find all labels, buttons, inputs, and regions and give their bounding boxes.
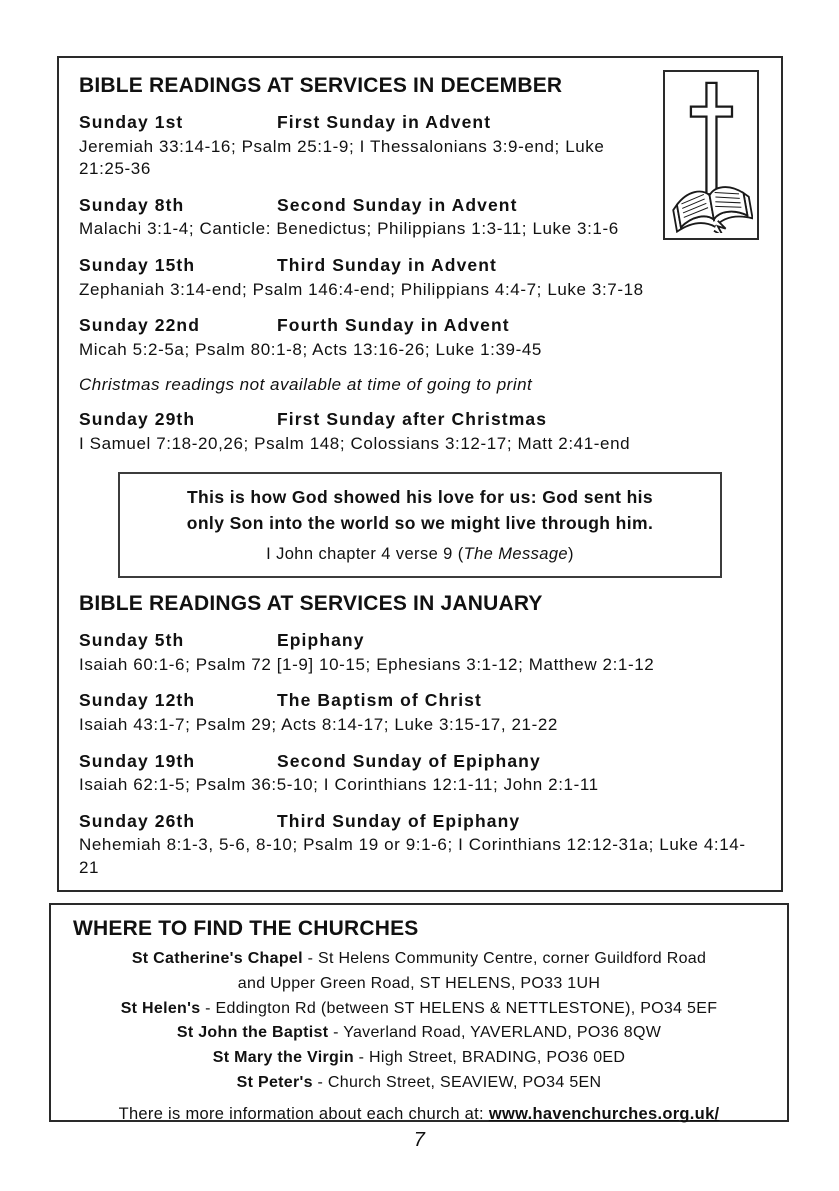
quote-line-2: only Son into the world so we might live through him.: [186, 512, 654, 533]
entry-title: Second Sunday of Epiphany: [277, 750, 541, 771]
entry-date: Sunday 5th: [79, 630, 185, 651]
church-item-st-helens: [69, 997, 769, 1022]
entry-readings: Zephaniah 3:14-end; Psalm 146:4-end; Philippians 4:4-7; Luke 3:7-18: [79, 279, 644, 299]
church-details: - High Street, BRADING, PO36 0ED: [353, 1049, 626, 1067]
quote-line-1: This is how God showed his love for us: God sent his: [186, 487, 654, 508]
entry-date: Sunday 22nd: [79, 315, 201, 335]
cross-and-open-bible-icon: [669, 77, 753, 233]
church-item-st-catherines: [69, 947, 769, 997]
church-item-st-mary: [69, 1046, 769, 1071]
church-item-st-peters: [69, 1071, 769, 1096]
quote-attribution-text: I John chapter 4 verse 9 (: [266, 545, 464, 564]
reading-entry-dec-2: [79, 194, 761, 241]
entry-title: Third Sunday of Epiphany: [277, 810, 521, 831]
church-name: St John the Baptist: [176, 1024, 329, 1042]
entry-title: Second Sunday in Advent: [277, 194, 518, 215]
entry-readings: Isaiah 62:1-5; Psalm 36:5-10; I Corinthians 12:1-11; John 2:1-11: [79, 775, 599, 795]
entry-title: Epiphany: [277, 630, 365, 651]
reading-entry-dec-5: [79, 408, 761, 455]
entry-title: The Baptism of Christ: [277, 690, 482, 711]
quote-attribution-source: The Message: [463, 545, 568, 564]
entry-title: Fourth Sunday in Advent: [277, 315, 510, 335]
christmas-readings-note: Christmas readings not available at time of going to print: [79, 375, 533, 395]
where-to-find-churches-box: [49, 903, 789, 1122]
entry-date: Sunday 8th: [79, 194, 185, 215]
scripture-quote-box: [118, 472, 722, 578]
church-name: St Mary the Virgin: [212, 1049, 354, 1067]
church-details: - Church Street, SEAVIEW, PO34 5EN: [312, 1073, 602, 1091]
entry-readings: Isaiah 60:1-6; Psalm 72 [1-9] 10-15; Ephesians 3:1-12; Matthew 2:1-12: [79, 654, 655, 674]
church-name: St Catherine's Chapel: [131, 950, 303, 967]
reading-entry-dec-1: [79, 111, 761, 181]
entry-readings: Jeremiah 33:14-16; Psalm 25:1-9; I Thessalonians 3:9-end; Luke 21:25-36: [79, 136, 605, 179]
quote-attribution: [128, 545, 712, 564]
church-item-st-john: [69, 1021, 769, 1046]
entry-title: First Sunday in Advent: [277, 112, 492, 132]
january-heading: BIBLE READINGS AT SERVICES IN JANUARY: [79, 592, 543, 616]
entry-date: Sunday 19th: [79, 750, 196, 771]
entry-date: Sunday 29th: [79, 409, 196, 430]
entry-readings: Isaiah 43:1-7; Psalm 29; Acts 8:14-17; Luke 3:15-17, 21-22: [79, 715, 558, 735]
december-heading: BIBLE READINGS AT SERVICES IN DECEMBER: [79, 74, 563, 97]
entry-readings: Nehemiah 8:1-3, 5-6, 8-10; Psalm 19 or 9:1-6; I Corinthians 12:12-31a; Luke 4:14-21: [79, 835, 746, 877]
quote-attribution-close: ): [567, 545, 574, 564]
reading-entry-dec-4: [79, 314, 761, 361]
entry-date: Sunday 12th: [79, 690, 196, 711]
reading-entry-jan-4: [79, 810, 761, 880]
page-number: 7: [413, 1129, 426, 1151]
church-name: St Helen's: [120, 999, 201, 1017]
churches-heading: WHERE TO FIND THE CHURCHES: [73, 917, 419, 940]
reading-entry-jan-3: [79, 750, 761, 797]
havenchurches-link[interactable]: www.havenchurches.org.uk/: [488, 1104, 720, 1123]
bible-readings-box: [57, 56, 783, 892]
more-info-text: There is more information about each church at:: [118, 1104, 489, 1123]
church-details: - Yaverland Road, YAVERLAND, PO36 8QW: [328, 1024, 662, 1042]
reading-entry-jan-1: [79, 629, 761, 676]
entry-title: First Sunday after Christmas: [277, 409, 548, 430]
entry-date: Sunday 1st: [79, 112, 184, 132]
entry-readings: Micah 5:2-5a; Psalm 80:1-8; Acts 13:16-26; Luke 1:39-45: [79, 339, 542, 359]
more-info-line: [69, 1105, 769, 1124]
church-details: - St Helens Community Centre, corner Guildford Road: [302, 950, 707, 967]
entry-date: Sunday 15th: [79, 254, 196, 275]
cross-and-bible-image-frame: [663, 70, 759, 240]
entry-title: Third Sunday in Advent: [277, 254, 497, 275]
entry-date: Sunday 26th: [79, 810, 196, 831]
church-name: St Peter's: [236, 1073, 313, 1091]
church-details-line2: and Upper Green Road, ST HELENS, PO33 1UH: [237, 974, 601, 992]
entry-readings: I Samuel 7:18-20,26; Psalm 148; Colossians 3:12-17; Matt 2:41-end: [79, 433, 631, 453]
reading-entry-jan-2: [79, 689, 761, 736]
reading-entry-dec-3: [79, 254, 761, 301]
church-details: - Eddington Rd (between ST HELENS & NETTLESTONE), PO34 5EF: [200, 999, 718, 1017]
entry-readings: Malachi 3:1-4; Canticle: Benedictus; Philippians 1:3-11; Luke 3:1-6: [79, 219, 619, 239]
